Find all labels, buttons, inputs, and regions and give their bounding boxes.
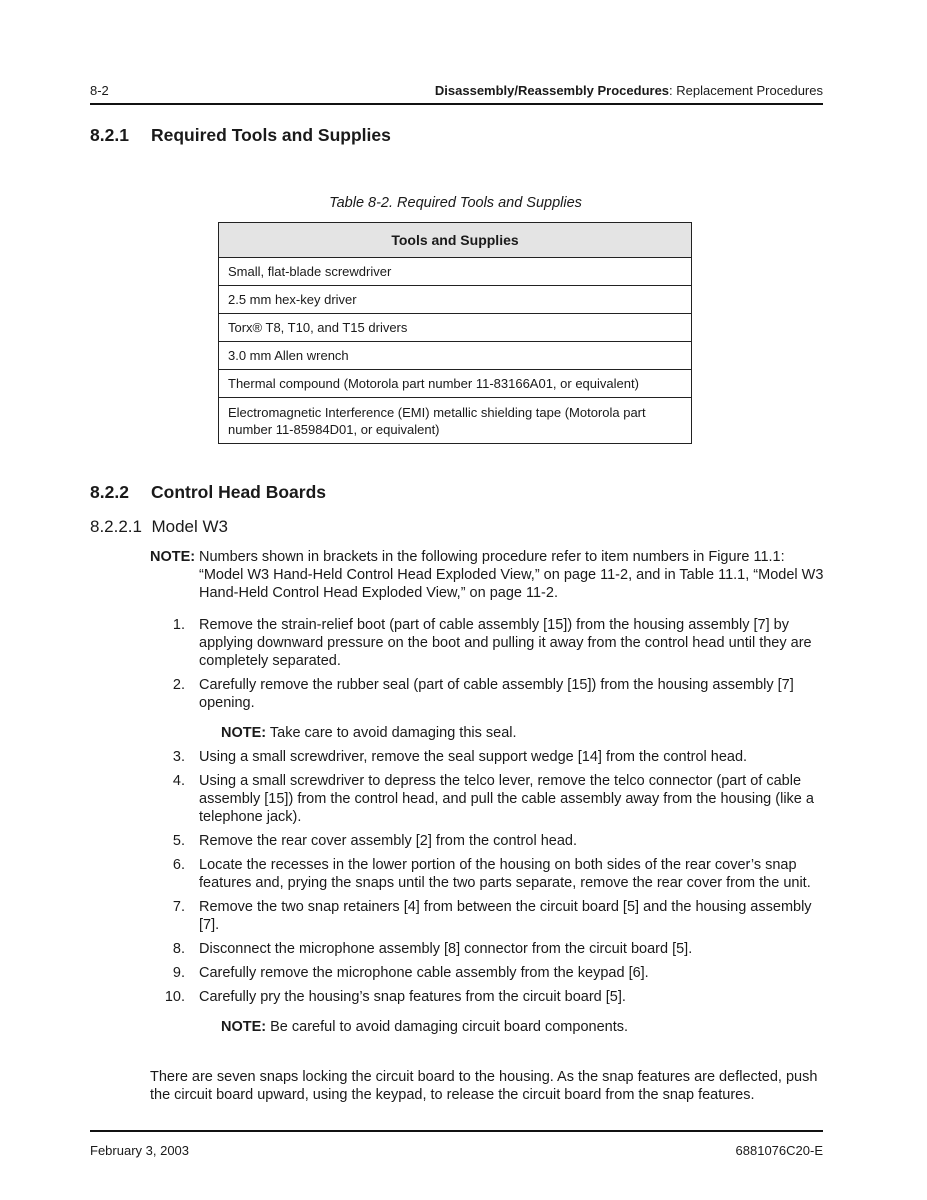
step-note-text: Take care to avoid damaging this seal.	[266, 725, 517, 741]
table-cell: Small, flat-blade screwdriver	[219, 258, 692, 286]
subsection-number: 8.2.2.1	[90, 517, 142, 536]
running-header-chapter: Disassembly/Reassembly Procedures	[434, 83, 670, 98]
footer-date: February 3, 2003	[90, 1143, 190, 1158]
step-number: 9.	[172, 965, 185, 981]
step-number: 7.	[172, 899, 185, 915]
note-label: NOTE:	[150, 549, 196, 565]
step-number: 6.	[172, 857, 185, 873]
step-note	[221, 1018, 830, 1036]
table-caption: Table 8-2. Required Tools and Supplies	[329, 195, 582, 211]
table-row	[219, 398, 692, 444]
list-item	[150, 856, 830, 892]
section-title: Required Tools and Supplies	[151, 125, 391, 145]
table-row	[219, 258, 692, 286]
list-item	[150, 748, 830, 766]
section-number: 8.2.1	[90, 125, 129, 145]
table-cell: Torx® T8, T10, and T15 drivers	[219, 314, 692, 342]
procedure-note	[150, 548, 830, 602]
page-number: 8-2	[90, 83, 109, 98]
table-header-row	[219, 223, 692, 258]
table-cell: Electromagnetic Interference (EMI) metallic shielding tape (Motorola part number 11-85984D01, or equivalent)	[219, 398, 692, 444]
step-note-label: NOTE:	[221, 1019, 267, 1035]
list-item	[150, 988, 830, 1036]
step-number: 5.	[172, 833, 185, 849]
step-text: Disconnect the microphone assembly [8] connector from the circuit board [5].	[199, 941, 693, 957]
subsection-heading-8221	[90, 517, 228, 537]
step-note-label: NOTE:	[221, 725, 267, 741]
step-note	[221, 724, 830, 742]
list-item	[150, 772, 830, 826]
step-number: 10.	[164, 989, 185, 1005]
table-cell: Thermal compound (Motorola part number 11-83166A01, or equivalent)	[219, 370, 692, 398]
list-item	[150, 898, 830, 934]
header-rule	[90, 103, 823, 105]
list-item	[150, 676, 830, 742]
running-header-section: Replacement Procedures	[676, 83, 823, 98]
list-item	[150, 616, 830, 670]
list-item	[150, 940, 830, 958]
step-number: 2.	[172, 677, 185, 693]
step-text: Carefully remove the rubber seal (part of cable assembly [15]) from the housing assembly [7] opening.	[199, 677, 794, 711]
step-text: Remove the strain-relief boot (part of cable assembly [15]) from the housing assembly [7] by applying downward pressure on the boot and pulling it away from the control head until they are completely separated.	[199, 617, 812, 669]
list-item	[150, 832, 830, 850]
list-item	[150, 964, 830, 982]
step-number: 8.	[172, 941, 185, 957]
step-text: Carefully remove the microphone cable assembly from the keypad [6].	[199, 965, 649, 981]
table-row	[219, 370, 692, 398]
section-heading-821	[90, 125, 391, 146]
step-text: Remove the two snap retainers [4] from between the circuit board [5] and the housing assembly [7].	[199, 899, 812, 933]
note-text: Numbers shown in brackets in the following procedure refer to item numbers in Figure 11.1: “Model W3 Hand-Held Control Head Exploded View,” on page 11-2, and in Table 11.1, “Model W3 Hand-Held Control Head Exploded View,” on page 11-2.	[199, 549, 824, 601]
step-text: Using a small screwdriver to depress the telco lever, remove the telco connector (part of cable assembly [15]) from the control head, and pull the cable assembly away from the housing (like a telephone jack).	[199, 773, 814, 825]
step-text: Remove the rear cover assembly [2] from the control head.	[199, 833, 577, 849]
running-header-separator: :	[669, 83, 673, 98]
step-number: 3.	[172, 749, 185, 765]
table-row	[219, 314, 692, 342]
step-text: Using a small screwdriver, remove the seal support wedge [14] from the control head.	[199, 749, 748, 765]
procedure-steps	[150, 616, 830, 1042]
table-row	[219, 342, 692, 370]
table-cell: 3.0 mm Allen wrench	[219, 342, 692, 370]
step-number: 4.	[172, 773, 185, 789]
tools-table	[218, 222, 692, 444]
step-text: Carefully pry the housing’s snap features from the circuit board [5].	[199, 989, 626, 1005]
table-header-cell: Tools and Supplies	[219, 223, 692, 258]
footer-doc-number: 6881076C20-E	[735, 1143, 823, 1158]
section-number: 8.2.2	[90, 482, 129, 502]
step-number: 1.	[172, 617, 185, 633]
running-header	[435, 83, 823, 98]
footer-rule	[90, 1130, 823, 1132]
subsection-title: Model W3	[151, 517, 228, 536]
section-title: Control Head Boards	[151, 482, 327, 502]
table-row	[219, 286, 692, 314]
closing-paragraph: There are seven snaps locking the circuit board to the housing. As the snap features are deflected, push the circuit board upward, using the keypad, to release the circuit board from the snap features.	[150, 1069, 818, 1103]
step-note-text: Be careful to avoid damaging circuit board components.	[266, 1019, 629, 1035]
step-text: Locate the recesses in the lower portion of the housing on both sides of the rear cover’s snap features and, prying the snaps until the two parts separate, remove the rear cover from the unit.	[199, 857, 811, 891]
section-heading-822	[90, 482, 326, 503]
table-cell: 2.5 mm hex-key driver	[219, 286, 692, 314]
